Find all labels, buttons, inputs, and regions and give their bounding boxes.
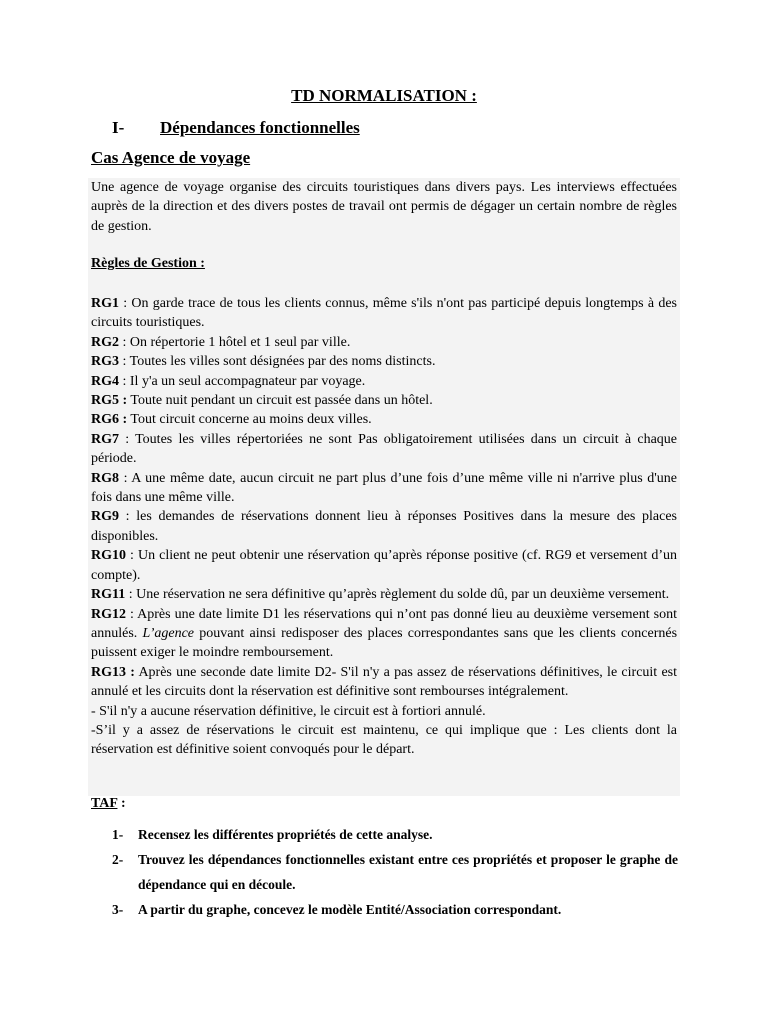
section-label: Dépendances fonctionnelles: [160, 118, 360, 137]
rule-id: RG13 :: [91, 664, 135, 680]
case-title: Cas Agence de voyage: [91, 148, 251, 167]
rule-emphasis: L’agence: [142, 625, 195, 641]
task-list: [112, 822, 678, 922]
task-number: 2-: [112, 852, 124, 867]
rule-id: RG9: [91, 509, 119, 525]
rule-text: Une réservation ne sera définitive qu’après règlement du solde dû, par un deuxième versement.: [136, 587, 670, 603]
rule-id: RG4: [91, 373, 119, 389]
rule-text: Tout circuit concerne au moins deux villes.: [130, 412, 372, 428]
rule-rg2: RG2 : On répertorie 1 hôtel et 1 seul par ville.: [91, 334, 351, 350]
task-item-3: [112, 897, 678, 922]
rules-heading: Règles de Gestion :: [91, 256, 205, 271]
rule-text: Toutes les villes sont désignées par des noms distincts.: [129, 354, 436, 370]
rule-rg12: RG12 : Après une date limite D1 les réservations qui n’ont pas donné lieu au deuxième versement sont annulés. L’agence pouvant ainsi redisposer des places correspondantes sans que les clients concernés puissent exiger le moindre remboursement.: [91, 606, 678, 661]
rule-id: RG8: [91, 470, 119, 486]
rule-rg6: [91, 410, 677, 429]
page-title: TD NORMALISATION :: [291, 86, 477, 105]
rule-text: A une même date, aucun circuit ne part plus d’une fois d’une même ville ni n'arrive plus d'une fois dans une même ville.: [91, 470, 677, 506]
extra-line-1: - S'il n'y a aucune réservation définitive, le circuit est à fortiori annulé.: [91, 703, 486, 719]
rule-rg13: [91, 663, 677, 702]
task-item-2: [112, 847, 678, 897]
task-text: A partir du graphe, concevez le modèle Entité/Association correspondant.: [138, 902, 562, 917]
task-number: 3-: [112, 902, 124, 917]
section-number: I-: [112, 118, 125, 137]
rule-text: Il y'a un seul accompagnateur par voyage.: [129, 373, 366, 389]
rule-id: RG6 :: [91, 412, 128, 428]
rule-id: RG12: [91, 606, 126, 622]
rule-id: RG10: [91, 548, 126, 564]
rule-rg11: RG11 : Une réservation ne sera définitive qu’après règlement du solde dû, par un deuxième versement.: [91, 587, 670, 603]
rule-rg8: RG8 : A une même date, aucun circuit ne part plus d’une fois d’une même ville ni n'arrive plus d'une fois dans une même ville.: [91, 470, 677, 506]
rule-text: Toute nuit pendant un circuit est passée dans un hôtel.: [130, 393, 433, 409]
rule-rg9: RG9 : les demandes de réservations donnent lieu à réponses Positives dans la mesure des places disponibles.: [91, 509, 677, 544]
rule-text: Après une date limite D1 les réservations qui n’ont pas donné lieu au deuxième versement sont annulés.: [91, 606, 677, 641]
task-item-1: [112, 822, 678, 847]
intro-paragraph: Une agence de voyage organise des circuits touristiques dans divers pays. Les interviews effectuées auprès de la direction et des divers postes de travail ont permis de dégager un certain nombre de règles de gestion.: [91, 180, 677, 234]
rule-id: RG2: [91, 334, 119, 350]
rule-id: RG7: [91, 431, 119, 447]
rule-text: Toutes les villes répertoriées ne sont Pas obligatoirement utilisées dans un circuit à chaque période.: [91, 431, 677, 467]
rule-rg10: RG10 : Un client ne peut obtenir une réservation qu’après réponse positive (cf. RG9 et versement d’un compte).: [91, 548, 677, 583]
task-text: Recensez les différentes propriétés de cette analyse.: [138, 827, 433, 842]
rule-text: les demandes de réservations donnent lieu à réponses Positives dans la mesure des places disponibles.: [91, 509, 677, 544]
rules-list: [91, 294, 677, 760]
rule-id: RG1: [91, 296, 119, 311]
rule-text: Un client ne peut obtenir une réservation qu’après réponse positive (cf. RG9 et versement d’un compte).: [91, 548, 677, 583]
rule-id: RG5 :: [91, 393, 128, 409]
rule-id: RG3: [91, 354, 119, 370]
task-text: Trouvez les dépendances fonctionnelles existant entre ces propriétés et proposer le graphe de dépendance qui en découle.: [138, 852, 678, 892]
section-heading: [112, 118, 360, 138]
rule-rg5: [91, 391, 677, 410]
rule-text: On garde trace de tous les clients connus, même s'ils n'ont pas participé depuis longtemps à des circuits touristiques.: [91, 296, 678, 331]
rule-text: On répertorie 1 hôtel et 1 seul par ville.: [129, 334, 351, 350]
rule-rg3: RG3 : Toutes les villes sont désignées par des noms distincts.: [91, 354, 436, 370]
rule-text: pouvant ainsi redisposer des places correspondantes sans que les clients concernés puissent exiger le moindre remboursement.: [91, 625, 678, 661]
rule-id: RG11: [91, 587, 126, 603]
task-number: 1-: [112, 827, 124, 842]
rule-rg1: RG1 : On garde trace de tous les clients connus, même s'ils n'ont pas participé depuis longtemps à des circuits touristiques.: [91, 296, 678, 331]
extra-line-2: -S’il y a assez de réservations le circuit est maintenu, ce qui implique que : Les clients dont la réservation est définitive soient convoqués pour le départ.: [91, 722, 677, 758]
rule-rg7: RG7 : Toutes les villes répertoriées ne sont Pas obligatoirement utilisées dans un circuit à chaque période.: [91, 431, 677, 467]
taf-label: TAF: [91, 796, 118, 811]
taf-heading: TAF :: [91, 796, 126, 811]
rule-rg4: RG4 : Il y'a un seul accompagnateur par voyage.: [91, 373, 366, 389]
rule-text: Après une seconde date limite D2- S'il n'y a pas assez de réservations définitives, le circuit est annulé et les circuits dont la réservation est définitive sont rembourses intégralement.: [91, 664, 677, 700]
